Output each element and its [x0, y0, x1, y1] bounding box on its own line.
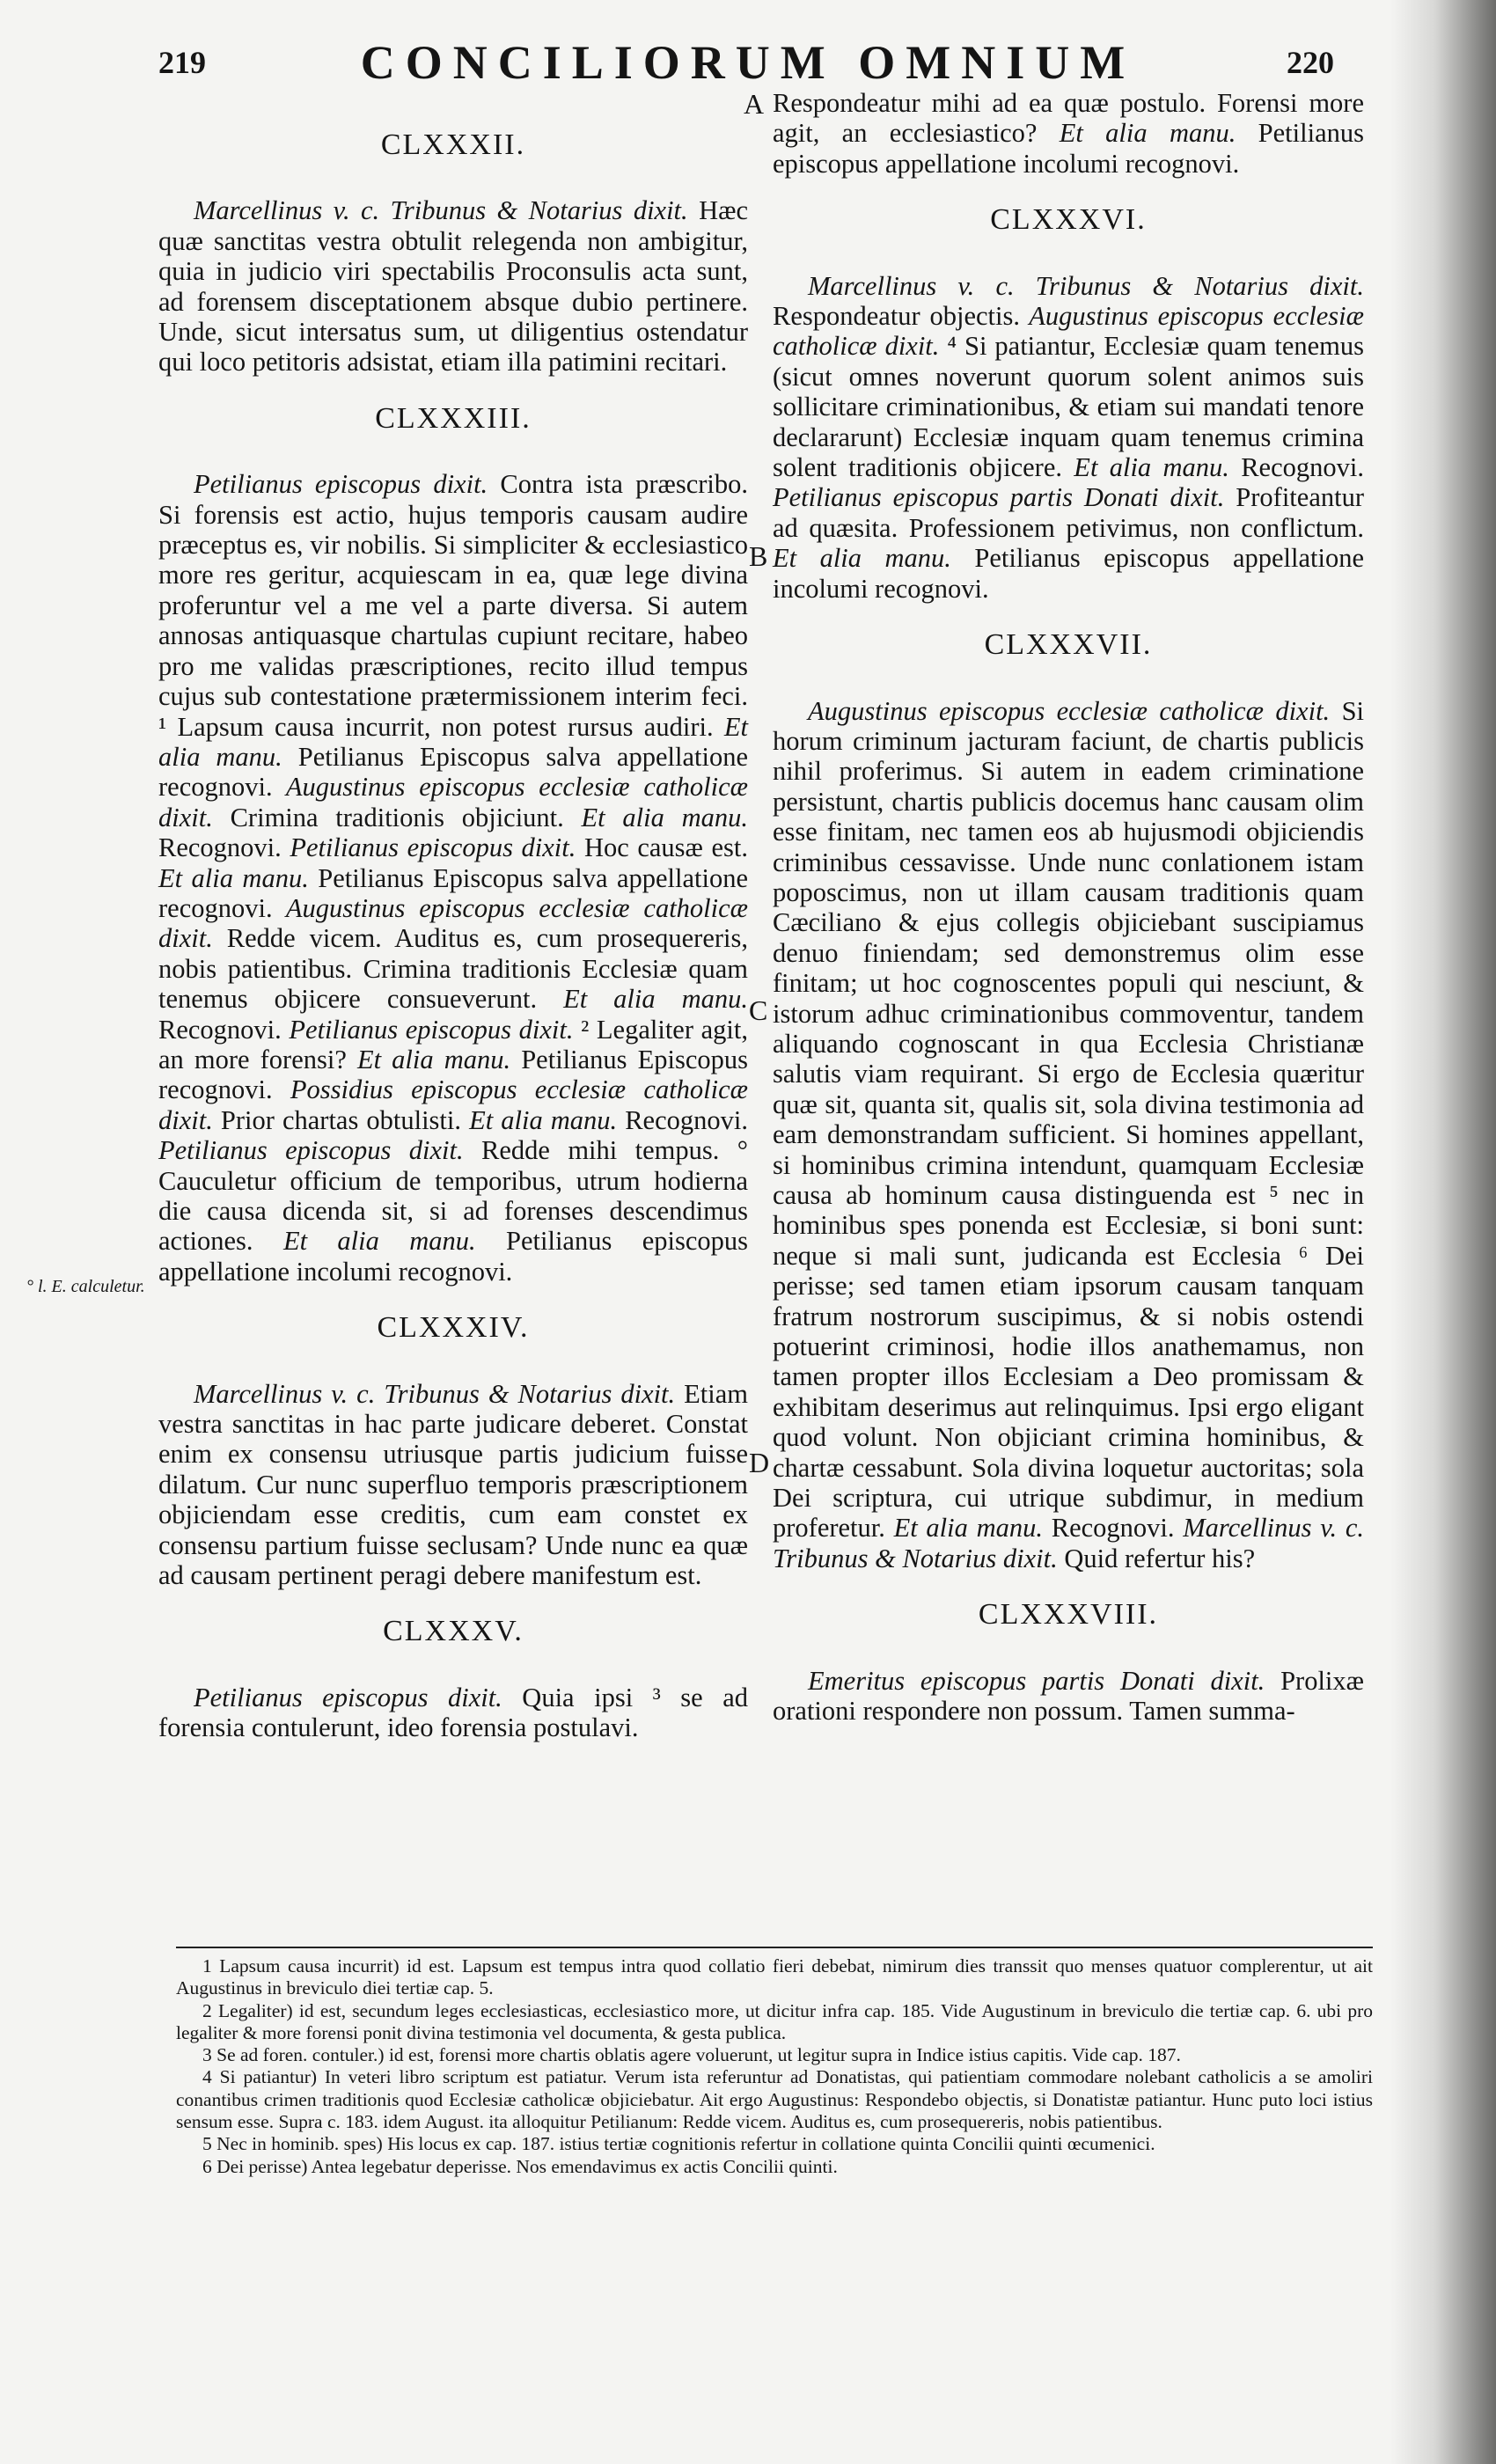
body-text: Recognovi.	[1228, 452, 1364, 483]
left-column	[158, 123, 748, 1770]
body-text: Quid refertur his?	[1057, 1543, 1256, 1573]
body-text: Etiam vestra sanctitas in hac parte judicare deberet. Constat enim ex consensu utriusque partis judicium fuisse dilatum. Cur nunc superfluo temporis præscriptionem objiciendam esse creditis, cum eam constet ex consensu partium fuisse seclusam? Unde nunc ea quæ ad causam pertinent peragi debere manifestum est.	[158, 1378, 748, 1591]
speaker-formula: Et alia manu.	[158, 862, 309, 893]
paragraph	[773, 271, 1364, 604]
speaker-formula: Et alia manu.	[158, 711, 748, 772]
body-text: Respondeatur mihi ad ea quæ postulo. Forensi more agit, an ecclesiastico?	[773, 88, 1364, 149]
body-text: Respondeatur objectis.	[773, 301, 1020, 332]
right-column	[773, 88, 1364, 1753]
speaker-formula: Et alia manu.	[1062, 452, 1229, 483]
body-text: Petilianus Episcopus recognovi.	[158, 1044, 748, 1105]
body-text: Petilianus Episcopus salva appellatione recognovi.	[158, 862, 748, 923]
body-text: Profiteantur ad quæsita. Professionem petivimus, non conflictum.	[773, 482, 1364, 543]
footnote: 5 Nec in hominib. spes) His locus ex cap. 187. istius tertiæ cognitionis refertur in collatione quinta Concilii quinti œcumenici.	[202, 2133, 1155, 2155]
body-text: ² Legaliter agit, an more forensi?	[158, 1014, 748, 1074]
paragraph	[158, 1379, 748, 1591]
section-heading: CLXXXVII.	[984, 628, 1153, 662]
body-text: Crimina traditionis objiciunt.	[212, 802, 564, 832]
paragraph	[158, 469, 748, 1287]
body-text: Petilianus episcopus appellatione incolumi recognovi.	[773, 118, 1364, 179]
body-text: Prolixæ orationi respondere non possum. Tamen summa-	[773, 1665, 1364, 1727]
body-text: Hoc causæ est.	[576, 832, 748, 863]
footnotes	[176, 1955, 1373, 2178]
body-text: Redde mihi tempus. ° Cauculetur officium de temporibus, utrum hodierna die causa dicenda sit, si ad forenses descendimus actiones.	[158, 1135, 748, 1257]
paragraph	[158, 195, 748, 377]
page-number-left: 219	[158, 45, 206, 80]
body-text: Si horum criminum jacturam faciunt, de chartis publicis nihil proferimus. Si autem in eadem criminatione persistunt, chartis publicis docemus hanc causam olim esse finitam, nec tamen eos ab hujusmodi objiciendis criminibus cessavisse. Unde nunc conlationem istam poposcimus, non ut illam causam traditionis quam Cæciliano & ejus collegis objiciebant suscipiamus denuo finiendam; sed demonstremus olim esse finitam; ut hoc cognoscentes populi qui nesciunt, & istorum adhuc criminationibus commoventur, tandem aliquando cognoscant in qua Ecclesia Christianæ salutis viam requirant. Si ergo de Ecclesia quæritur quæ sit, quanta sit, qualis sit, sola divina testimonia ad eam demonstrandam sufficient. Si homines appellant, si hominibus crimina intendunt, quamquam Ecclesiæ causa ab hominum causa distinguenda est ⁵ nec in hominibus spes ponenda est Ecclesiæ, si boni sunt: neque si mali sunt, judicanda est Ecclesia ⁶ Dei perisse; sed tamen etiam ipsorum causam tanquam fratrum nostrorum suscipimus, & si nobis ostendi potuerint criminosi, hodie illos anathemamus, non tamen propter illos Ecclesiam a Deo promissam & exhibitam deserimus aut relinquimus. Ipsi ergo eligant quod volunt. Non objiciant crimina hominibus, & chartæ cessabunt. Sola divina loquetur auctoritas; sola Dei scriptura, cui utrique subdimur, in medium proferetur.	[773, 695, 1365, 1544]
speaker-formula: Petilianus episcopus dixit.	[281, 1014, 574, 1045]
speaker-formula: Et alia manu.	[253, 1226, 476, 1257]
footnote-rule	[176, 1947, 1373, 1948]
margin-marker-a: A	[744, 88, 765, 120]
speaker-formula: Augustinus episcopus ecclesiæ catholicæ dixit.	[808, 695, 1331, 726]
paragraph	[773, 1666, 1364, 1727]
speaker-formula: Augustinus episcopus ecclesiæ catholicæ dixit.	[158, 892, 748, 954]
body-text: Recognovi.	[158, 1014, 282, 1045]
body-text: Hæc quæ sanctitas vestra obtulit relegenda non ambigitur, quia in judicio viri spectabilis Proconsulis acta sunt, ad forensem disceptationem absque dubio pertinere. Unde, sicut intersatus sum, ut diligentius ostendatur qui loco petitoris adsistat, etiam illa patimini recitari.	[158, 195, 748, 378]
page-number-right: 220	[1287, 45, 1334, 80]
footnote: 2 Legaliter) id est, secundum leges ecclesiasticas, ecclesiastico more, ut dicitur infra cap. 185. Vide Augustinum in breviculo die tertiæ cap. 6. ubi pro legaliter & more forensi ponit divina testimonia vel documenta, & gesta publica.	[176, 1999, 1373, 2043]
speaker-formula: Petilianus episcopus dixit.	[281, 832, 576, 863]
speaker-formula: Et alia manu.	[346, 1044, 511, 1074]
running-title: CONCILIORUM OMNIUM	[360, 36, 1136, 89]
speaker-formula: Petilianus episcopus partis Donati dixit.	[773, 482, 1225, 513]
speaker-formula: Marcellinus v. c. Tribunus & Notarius dixit.	[808, 270, 1364, 301]
speaker-formula: Marcellinus v. c. Tribunus & Notarius dixit.	[773, 1513, 1364, 1573]
section-heading: CLXXXIII.	[375, 401, 532, 435]
body-text: ⁴ Si patiantur, Ecclesiæ quam tenemus (sicut omnes noverunt quorum solent animos suis sollicitare criminationibus, & etiam sui mandati tenore declararunt) Ecclesiæ inquam quam tenemus crimina solent traditionis objicere.	[773, 331, 1364, 483]
speaker-formula: Et alia manu.	[563, 802, 748, 832]
speaker-formula: Augustinus episcopus ecclesiæ catholicæ dixit.	[773, 301, 1364, 362]
margin-note: ° l. E. calculetur.	[26, 1277, 145, 1296]
speaker-formula: Petilianus episcopus dixit.	[194, 1682, 502, 1712]
section-heading: CLXXXVI.	[990, 203, 1147, 237]
paragraph	[158, 1683, 748, 1743]
speaker-formula: Et alia manu.	[773, 543, 951, 574]
body-text: Quia ipsi ³ se ad forensia contulerunt, ideo forensia postulavi.	[158, 1682, 748, 1743]
body-text: Redde vicem. Auditus es, cum prosequereris, nobis patientibus. Crimina traditionis Ecclesiæ quam tenemus objicere consueverunt.	[158, 923, 748, 1015]
speaker-formula: Et alia manu.	[884, 1513, 1043, 1544]
margin-marker-c: C	[749, 994, 768, 1026]
footnote: 1 Lapsum causa incurrit) id est. Lapsum est tempus intra quod collatio fieri debebat, nimirum dies transsit quo menses quatuor complerentur, ut ait Augustinus in breviculo diei tertiæ cap. 5.	[176, 1955, 1373, 1999]
speaker-formula: Marcellinus v. c. Tribunus & Notarius dixit.	[194, 1378, 676, 1409]
speaker-formula: Marcellinus v. c. Tribunus & Notarius dixit.	[194, 195, 688, 226]
body-text: Recognovi.	[158, 832, 282, 863]
section-heading: CLXXXV.	[383, 1615, 524, 1648]
body-text: Recognovi.	[1043, 1513, 1175, 1544]
speaker-formula: Emeritus episcopus partis Donati dixit.	[808, 1665, 1265, 1696]
paragraph-continuation	[773, 88, 1364, 179]
footnote: 6 Dei perisse) Antea legebatur deperisse. Nos emendavimus ex actis Concilii quinti.	[202, 2155, 838, 2177]
section-heading: CLXXXII.	[380, 128, 526, 161]
footnote: 3 Se ad foren. contuler.) id est, forensi more chartis oblatis agere voluerunt, ut legitur supra in Indice istius capitis. Vide cap. 187.	[202, 2044, 1181, 2066]
speaker-formula: Augustinus episcopus ecclesiæ catholicæ dixit.	[158, 772, 748, 832]
margin-marker-d: D	[749, 1447, 770, 1478]
speaker-formula: Et alia manu.	[461, 1104, 618, 1135]
body-text: Recognovi.	[617, 1104, 748, 1135]
paragraph	[773, 696, 1364, 1574]
body-text: Contra ista præscribo. Si forensis est actio, hujus temporis causam audire præceptus es, vir nobilis. Si simpliciter & ecclesiastico more res geritur, acquiescam in ea, quæ lege divina proferuntur vel a me vel a parte diversa. Si autem annosas antiquasque chartulas cupiunt recitare, habeo pro me validas præscriptiones, recito illud tempus cujus sub contestatione prætermissionem interim feci. ¹ Lapsum causa incurrit, non potest rursus audiri.	[158, 469, 748, 742]
section-heading: CLXXXIV.	[377, 1311, 530, 1345]
speaker-formula: Petilianus episcopus dixit.	[194, 469, 488, 500]
speaker-formula: Possidius episcopus ecclesiæ catholicæ dixit.	[158, 1074, 748, 1135]
body-text: Petilianus Episcopus salva appellatione recognovi.	[158, 741, 748, 803]
body-text: Prior chartas obtulisti.	[212, 1104, 462, 1135]
speaker-formula: Et alia manu.	[537, 984, 748, 1015]
body-text: Petilianus episcopus appellatione incolumi recognovi.	[158, 1226, 748, 1287]
body-text: Petilianus episcopus appellatione incolumi recognovi.	[773, 543, 1364, 604]
footnote: 4 Si patiantur) In veteri libro scriptum est patiatur. Verum ista referuntur ad Donatistas, qui patientiam commodare nolebant catholicis a se amoliri conantibus crimen traditionis quod Ecclesiæ catholicæ objiciebatur. Ait ergo Augustinus: Respondebo objectis, si Donatistæ patiantur. Hunc puto loci istius sensum esse. Supra c. 183. idem August. ita alloquitur Petilianum: Redde vicem. Auditus es, cum prosequereris, nobis patientibus.	[176, 2066, 1373, 2133]
speaker-formula: Petilianus episcopus dixit.	[158, 1135, 464, 1166]
margin-marker-b: B	[749, 540, 768, 572]
section-heading: CLXXXVIII.	[978, 1598, 1159, 1632]
speaker-formula: Et alia manu.	[1037, 118, 1236, 149]
